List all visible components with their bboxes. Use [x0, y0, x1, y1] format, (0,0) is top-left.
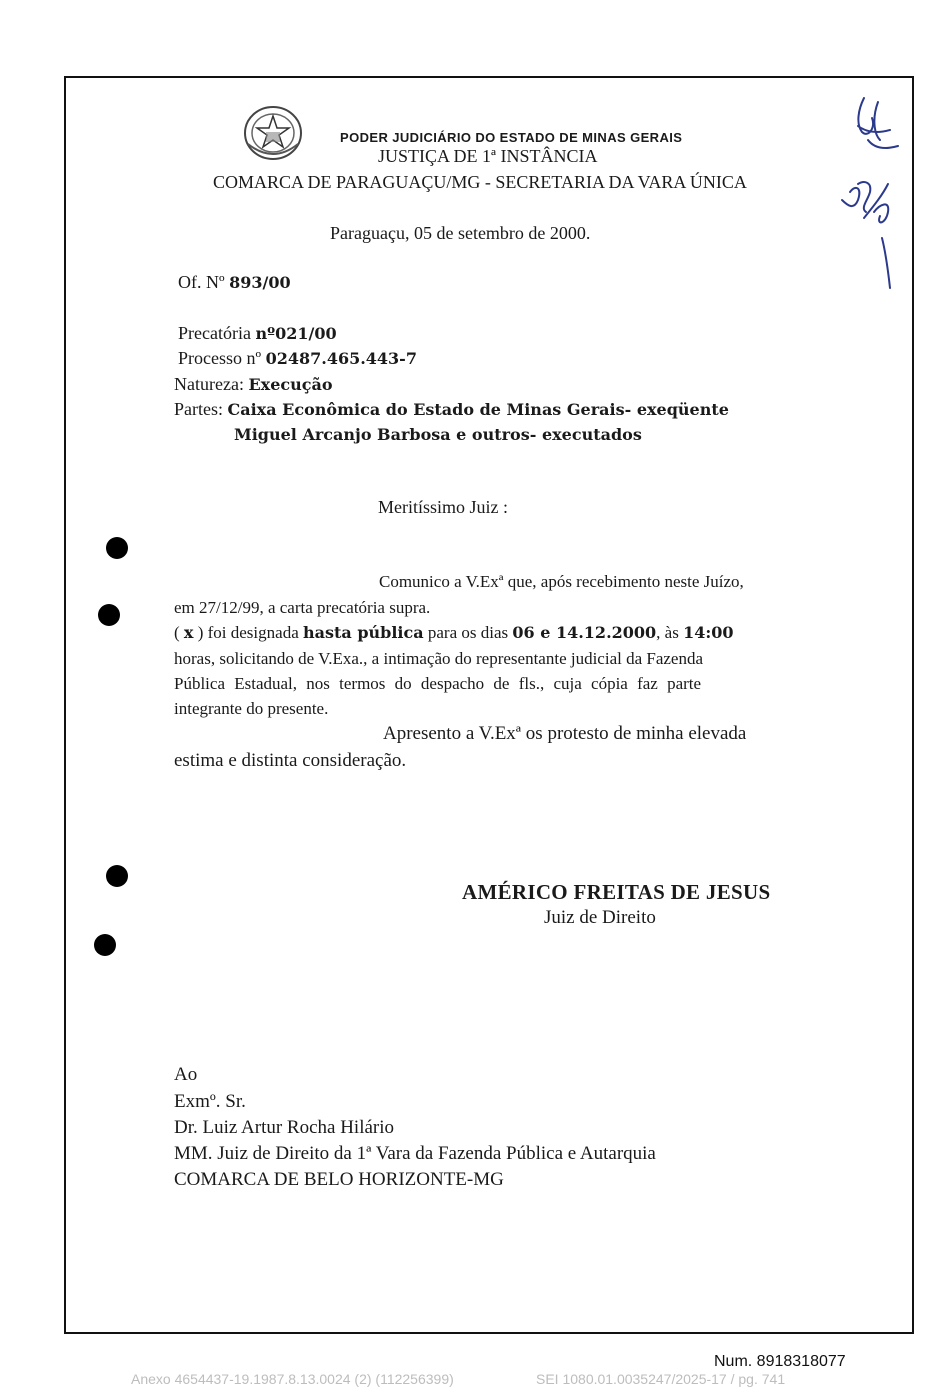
checkbox-mark: x — [183, 623, 194, 642]
coat-of-arms-seal — [240, 104, 306, 162]
natureza-value: Execução — [248, 375, 333, 394]
body-p2-line3: Pública Estadual, nos termos do despacho de fls., cuja cópia faz parte — [174, 674, 702, 693]
partes-label: Partes: — [174, 399, 223, 419]
addressee-line-2: Exmº. Sr. — [174, 1091, 246, 1112]
body-p3-line1: Apresento a V.Exª os protesto de minha elevada — [383, 723, 747, 744]
body-p2-text-e: , às — [656, 623, 684, 642]
partes-executados-line — [234, 425, 642, 444]
partes-exequente: Caixa Econômica do Estado de Minas Gerais- exeqüente — [227, 400, 729, 419]
body-p2-line4: integrante do presente. — [174, 699, 329, 718]
body-p2-text-c: para os dias — [423, 623, 513, 642]
signature-title: Juiz de Direito — [544, 907, 656, 928]
date-line: Paraguaçu, 05 de setembro de 2000. — [330, 223, 591, 243]
punch-hole — [106, 865, 128, 887]
body-p2-line1 — [174, 623, 734, 643]
hasta-dates: 06 e 14.12.2000 — [512, 623, 657, 642]
oficio-label: Of. Nº — [178, 272, 225, 292]
precatoria-value: nº021/00 — [255, 324, 337, 343]
footer-anexo: Anexo 4654437-19.1987.8.13.0024 (2) (112256399) — [131, 1371, 454, 1387]
addressee-line-4: MM. Juiz de Direito da 1ª Vara da Fazenda Pública e Autarquia — [174, 1143, 656, 1164]
body-p2-text-a: ) foi designada — [193, 623, 303, 642]
checkbox-open: ( — [174, 623, 184, 642]
precatoria-line — [178, 323, 337, 344]
oficio-value: 893/00 — [229, 273, 291, 292]
signature-name: AMÉRICO FREITAS DE JESUS — [462, 880, 771, 904]
punch-hole — [106, 537, 128, 559]
natureza-label: Natureza: — [174, 374, 244, 394]
body-p2-line2: horas, solicitando de V.Exa., a intimação do representante judicial da Fazenda — [174, 649, 704, 668]
processo-label: Processo nº — [178, 348, 262, 368]
partes-line — [174, 399, 729, 420]
punch-hole — [94, 934, 116, 956]
processo-value: 02487.465.443-7 — [265, 349, 417, 368]
body-p1-line1: Comunico a V.Exª que, após recebimento neste Juízo, — [379, 572, 744, 591]
partes-executados: Miguel Arcanjo Barbosa e outros- executados — [234, 425, 642, 444]
natureza-line — [174, 374, 333, 395]
addressee-line-5: COMARCA DE BELO HORIZONTE-MG — [174, 1169, 504, 1190]
header-line-3: COMARCA DE PARAGUAÇU/MG - SECRETARIA DA VARA ÚNICA — [213, 172, 747, 192]
precatoria-label: Precatória — [178, 323, 251, 343]
footer-document-number: Num. 8918318077 — [714, 1353, 846, 1370]
header-line-2: JUSTIÇA DE 1ª INSTÂNCIA — [378, 146, 598, 166]
footer-sei-reference: SEI 1080.01.0035247/2025-17 / pg. 741 — [536, 1371, 786, 1387]
oficio-number — [178, 272, 291, 293]
addressee-line-1: Ao — [174, 1064, 198, 1085]
addressee-line-3: Dr. Luiz Artur Rocha Hilário — [174, 1117, 395, 1138]
handwritten-page-number — [828, 88, 908, 298]
body-p1-line2: em 27/12/99, a carta precatória supra. — [174, 598, 431, 617]
body-p3-line2: estima e distinta consideração. — [174, 750, 407, 771]
processo-line — [178, 348, 417, 369]
header-line-1: PODER JUDICIÁRIO DO ESTADO DE MINAS GERAIS — [340, 130, 683, 145]
hasta-time: 14:00 — [683, 623, 734, 642]
salutation: Meritíssimo Juiz : — [378, 497, 508, 517]
punch-hole — [98, 604, 120, 626]
hasta-publica: hasta pública — [303, 623, 424, 642]
